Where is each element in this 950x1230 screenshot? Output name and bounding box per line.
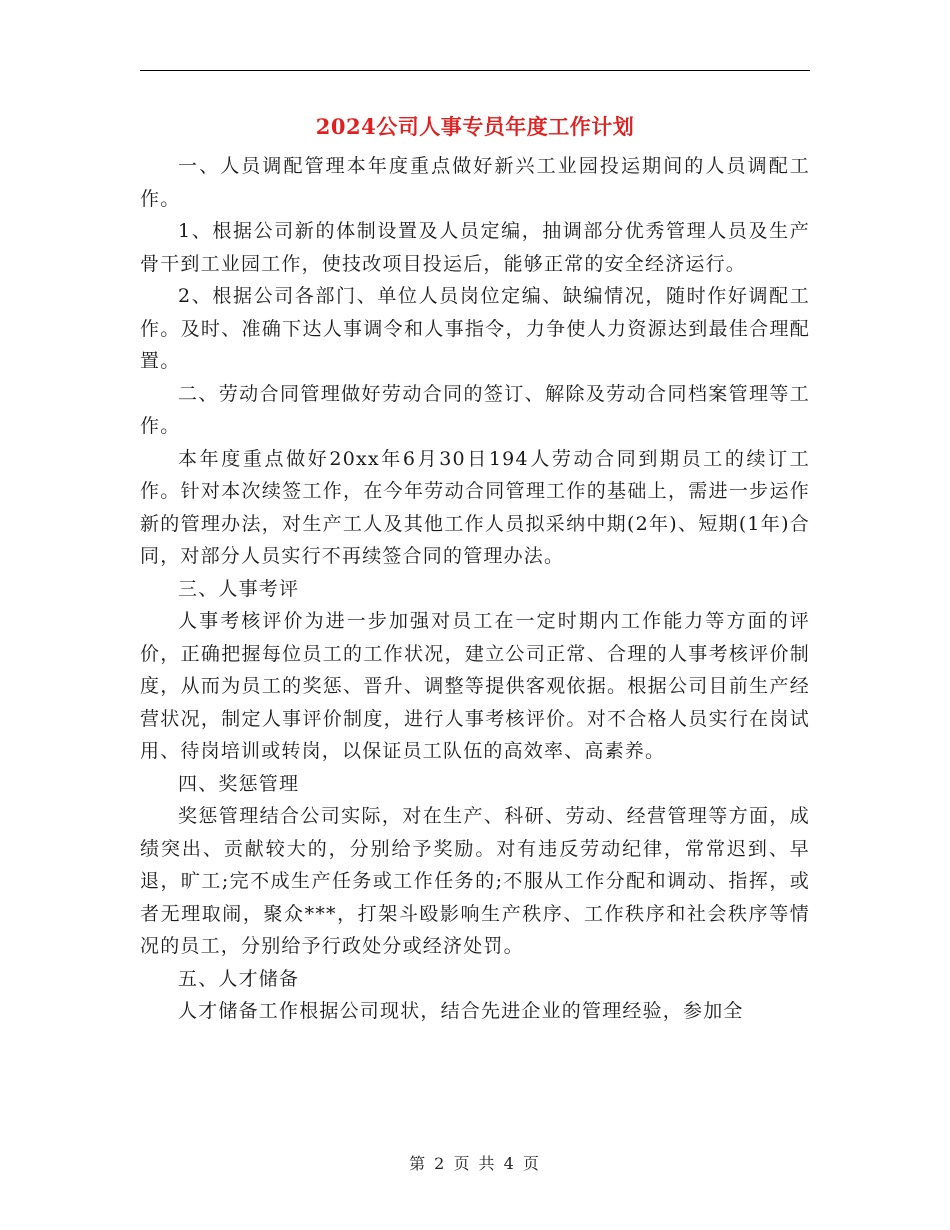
section-4-body: 奖惩管理结合公司实际，对在生产、科研、劳动、经营管理等方面，成绩突出、贡献较大的，分别给予奖励。对有违反劳动纪律，常常迟到、早退，旷工;完不成生产任务或工作任务的;不服从工作分配和调动、指挥，或者无理取闹，聚众***，打架斗殴影响生产秩序、工作秩序和社会秩序等情况的员工，分别给予行政处分或经济处罚。 xyxy=(140,805,810,957)
section-3-heading: 三、人事考评 xyxy=(178,577,300,600)
page-number-footer: 第 2 页 共 4 页 xyxy=(409,1154,541,1173)
document-body xyxy=(140,150,810,1028)
section-1-item-2: 2、根据公司各部门、单位人员岗位定编、缺编情况，随时作好调配工作。及时、准确下达人事调令和人事指令，力争使人力资源达到最佳合理配置。 xyxy=(140,285,810,372)
header-rule xyxy=(140,70,810,71)
section-4-heading: 四、奖惩管理 xyxy=(178,772,300,795)
section-5-heading: 五、人才储备 xyxy=(178,967,300,990)
section-1-item-1: 1、根据公司新的体制设置及人员定编，抽调部分优秀管理人员及生产骨干到工业园工作，使技改项目投运后，能够正常的安全经济运行。 xyxy=(140,220,810,275)
document-title: 2024公司人事专员年度工作计划 xyxy=(315,114,635,139)
section-2-body: 本年度重点做好20xx年6月30日194人劳动合同到期员工的续订工作。针对本次续签工作，在今年劳动合同管理工作的基础上，需进一步运作新的管理办法，对生产工人及其他工作人员拟采纳中期(2年)、短期(1年)合同，对部分人员实行不再续签合同的管理办法。 xyxy=(140,447,810,567)
section-3-body: 人事考核评价为进一步加强对员工在一定时期内工作能力等方面的评价，正确把握每位员工的工作状况，建立公司正常、合理的人事考核评价制度，从而为员工的奖惩、晋升、调整等提供客观依据。根据公司目前生产经营状况，制定人事评价制度，进行人事考核评价。对不合格人员实行在岗试用、待岗培训或转岗，以保证员工队伍的高效率、高素养。 xyxy=(140,610,810,762)
section-2-heading: 二、劳动合同管理做好劳动合同的签订、解除及劳动合同档案管理等工作。 xyxy=(140,382,810,437)
section-5-body: 人才储备工作根据公司现状，结合先进企业的管理经验，参加全 xyxy=(178,1000,744,1022)
section-1-heading: 一、人员调配管理本年度重点做好新兴工业园投运期间的人员调配工作。 xyxy=(140,155,810,210)
